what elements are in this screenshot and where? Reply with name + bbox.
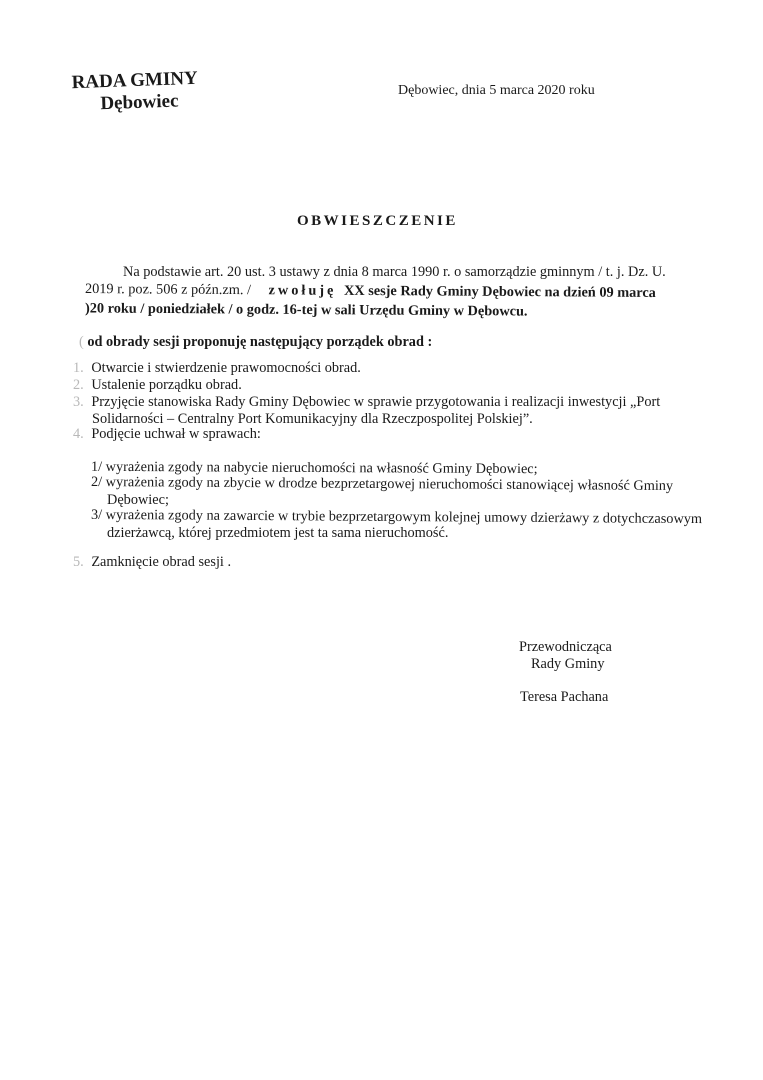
signature-name: Teresa Pachana [520, 689, 609, 705]
agenda-item-4 [73, 426, 261, 443]
resolution-item-2: 2/ wyrażenia zgody na zbycie w drodze bezprzetargowej nieruchomości stanowiącej własność Gminy [90, 473, 674, 495]
agenda-number: 2. [73, 377, 84, 393]
agenda-item-5 [73, 554, 231, 571]
document-date: Dębowiec, dnia 5 marca 2020 roku [398, 83, 595, 98]
document-title: OBWIESZCZENIE [297, 213, 458, 229]
agenda-text: Otwarcie i stwierdzenie prawomocności obrad. [91, 360, 361, 376]
resolution-item-2-cont: Dębowiec; [107, 492, 169, 508]
intro-line-2 [85, 281, 656, 302]
agenda-intro-mark: ( [79, 334, 84, 350]
intro-convene-word: zwołuję [268, 282, 337, 299]
agenda-text: Podjęcie uchwał w sprawach: [91, 426, 261, 442]
agenda-intro [79, 334, 432, 351]
agenda-item-3 [73, 394, 660, 411]
agenda-number: 4. [73, 426, 84, 442]
resolution-item-3-cont: dzierżawcą, której przedmiotem jest ta sama nieruchomość. [107, 525, 449, 541]
agenda-number: 3. [73, 394, 84, 410]
resolution-item-3: 3/ wyrażenia zgody na zawarcie w trybie bezprzetargowym kolejnej umowy dzierżawy z dotychczasowym [90, 506, 703, 528]
agenda-text: Zamknięcie obrad sesji . [91, 554, 232, 570]
agenda-item-2 [73, 377, 242, 394]
agenda-intro-text: od obrady sesji proponuję następujący porządek obrad : [87, 334, 433, 350]
council-name [71, 68, 199, 116]
intro-line-3: )20 roku / poniedziałek / o godz. 16-tej w sali Urzędu Gminy w Dębowcu. [84, 300, 528, 320]
intro-session-info: XX sesje Rady Gminy Dębowiec na dzień 09 marca [343, 282, 656, 301]
agenda-text: Przyjęcie stanowiska Rady Gminy Dębowiec w sprawie przygotowania i realizacji inwestycji „Port [91, 394, 661, 410]
intro-line-2-reference: 2019 r. poz. 506 z późn.zm. / [84, 281, 252, 299]
council-name-line1: RADA GMINY [71, 67, 199, 94]
signature-body: Rady Gminy [531, 656, 605, 672]
council-name-line2: Dębowiec [100, 90, 179, 115]
resolution-item-1: 1/ wyrażenia zgody na nabycie nieruchomości na własność Gminy Dębowiec; [90, 458, 538, 478]
agenda-number: 1. [73, 360, 84, 376]
agenda-item-1 [73, 360, 361, 377]
agenda-number: 5. [73, 554, 84, 570]
agenda-item-3-cont: Solidarności – Centralny Port Komunikacyjny dla Rzeczpospolitej Polskiej”. [92, 411, 533, 427]
intro-line-1: Na podstawie art. 20 ust. 3 ustawy z dnia 8 marca 1990 r. o samorządzie gminnym / t. j. Dz. U. [123, 264, 666, 280]
signature-title: Przewodnicząca [519, 639, 612, 655]
agenda-text: Ustalenie porządku obrad. [91, 377, 242, 393]
